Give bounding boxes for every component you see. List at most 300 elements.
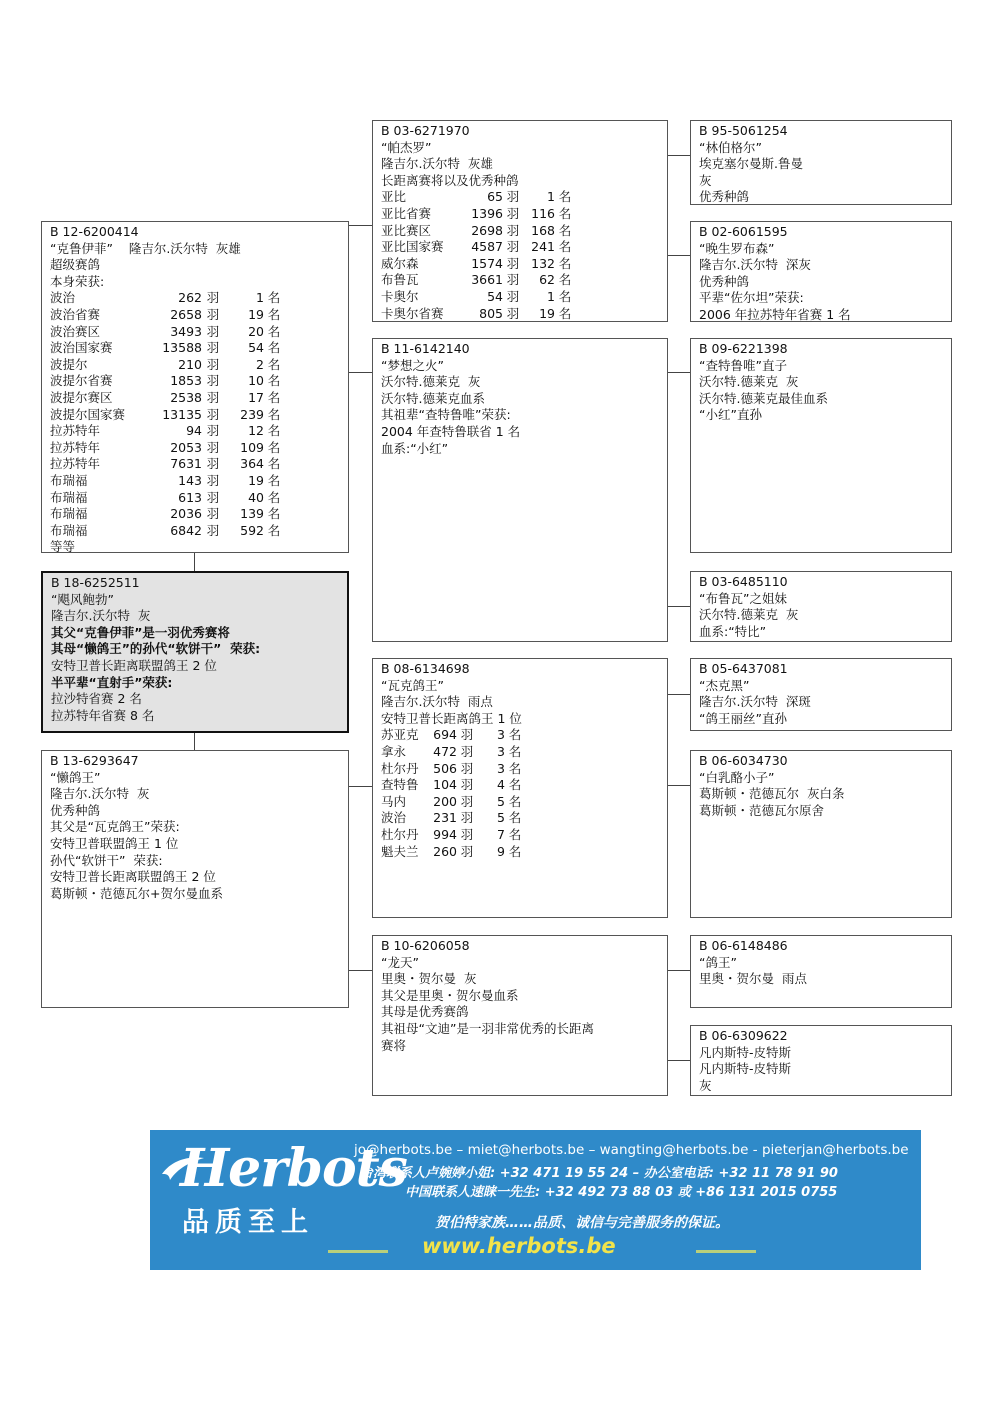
result-row bbox=[50, 307, 284, 324]
birds-count: 65 bbox=[487, 189, 503, 205]
place: 1 bbox=[547, 288, 555, 304]
race-name: 拿永 bbox=[381, 743, 407, 759]
text-line: 葛斯顿・范德瓦尔+贺尔曼血系 bbox=[50, 885, 223, 901]
text-line: 葛斯顿・范德瓦尔原舍 bbox=[699, 802, 825, 818]
text-line: 隆吉尔.沃尔特 深斑 bbox=[699, 694, 811, 710]
text-line: “梦想之火” bbox=[381, 357, 444, 373]
text-line: 隆吉尔.沃尔特 灰 bbox=[51, 608, 151, 624]
text-line: 其父是“瓦克鸽王”荣获: bbox=[50, 819, 180, 835]
race-name: 布瑞福 bbox=[50, 522, 88, 538]
connector bbox=[667, 606, 690, 607]
birds-count: 2538 bbox=[170, 389, 202, 405]
birds-count: 506 bbox=[433, 760, 457, 776]
place: 12 bbox=[248, 423, 264, 439]
connector bbox=[194, 732, 195, 750]
place: 19 bbox=[248, 306, 264, 322]
text-line: “鸽王丽丝”直孙 bbox=[699, 710, 787, 726]
sire-footer bbox=[50, 539, 340, 553]
race-name: 卡奥尔省赛 bbox=[381, 305, 444, 321]
text-line: “龙天” bbox=[381, 954, 419, 970]
unit-birds: 羽 bbox=[460, 760, 474, 776]
dam-sire-card bbox=[372, 658, 668, 918]
unit-birds: 羽 bbox=[206, 340, 220, 356]
unit-place: 名 bbox=[508, 777, 522, 793]
sire-header bbox=[50, 224, 340, 290]
text-line: 隆吉尔.沃尔特 灰 bbox=[50, 786, 150, 802]
unit-birds: 羽 bbox=[460, 793, 474, 809]
birds-count: 231 bbox=[433, 810, 457, 826]
unit-birds: 羽 bbox=[206, 306, 220, 322]
unit-birds: 羽 bbox=[460, 810, 474, 826]
text-line: 沃尔特.德莱克 灰 bbox=[699, 374, 799, 390]
sire-sire-card bbox=[372, 120, 668, 322]
unit-birds: 羽 bbox=[206, 423, 220, 439]
result-row bbox=[381, 289, 575, 306]
result-row bbox=[381, 761, 525, 778]
race-name: 布鲁瓦 bbox=[381, 272, 419, 288]
unit-birds: 羽 bbox=[206, 373, 220, 389]
unit-birds: 羽 bbox=[206, 406, 220, 422]
text-line: B 13-6293647 bbox=[50, 753, 139, 768]
result-row bbox=[381, 827, 525, 844]
place: 4 bbox=[497, 777, 505, 793]
place: 54 bbox=[248, 340, 264, 356]
unit-birds: 羽 bbox=[506, 305, 520, 321]
text-line: B 09-6221398 bbox=[699, 341, 788, 356]
race-name: 波提尔省赛 bbox=[50, 373, 113, 389]
text-line: 灰 bbox=[699, 172, 712, 188]
text-line: B 10-6206058 bbox=[381, 938, 470, 953]
place: 168 bbox=[531, 222, 555, 238]
result-row bbox=[50, 440, 284, 457]
connector bbox=[667, 970, 690, 971]
dds-lines bbox=[699, 938, 943, 988]
text-line: B 06-6309622 bbox=[699, 1028, 788, 1043]
result-row bbox=[381, 794, 525, 811]
race-name: 波提尔赛区 bbox=[50, 389, 113, 405]
unit-birds: 羽 bbox=[206, 323, 220, 339]
place: 3 bbox=[497, 743, 505, 759]
race-name: 布瑞福 bbox=[50, 506, 88, 522]
china-contact: 中国联系人速睐一先生: +32 492 73 88 03 或 +86 131 2015 0755 bbox=[405, 1185, 838, 1200]
unit-place: 名 bbox=[267, 406, 281, 422]
text-line: 沃尔特.德莱克血系 bbox=[381, 390, 485, 406]
unit-place: 名 bbox=[267, 439, 281, 455]
divider-right bbox=[696, 1250, 756, 1253]
text-line: 本身荣获: bbox=[50, 273, 105, 289]
result-row bbox=[50, 456, 284, 473]
result-row bbox=[50, 357, 284, 374]
text-line: “克鲁伊菲” 隆吉尔.沃尔特 灰雄 bbox=[50, 240, 241, 256]
unit-place: 名 bbox=[508, 760, 522, 776]
unit-place: 名 bbox=[558, 255, 572, 271]
place: 5 bbox=[497, 793, 505, 809]
race-name: 马内 bbox=[381, 793, 407, 809]
result-row bbox=[50, 290, 284, 307]
text-line: 优秀种鸽 bbox=[50, 802, 101, 818]
unit-place: 名 bbox=[267, 522, 281, 538]
text-line: B 06-6034730 bbox=[699, 753, 788, 768]
unit-place: 名 bbox=[267, 423, 281, 439]
ssd-lines bbox=[699, 224, 943, 322]
place: 592 bbox=[240, 522, 264, 538]
dam-sire-header bbox=[381, 661, 659, 727]
dam-card bbox=[41, 750, 349, 1008]
result-row bbox=[50, 324, 284, 341]
unit-place: 名 bbox=[558, 239, 572, 255]
result-row bbox=[50, 407, 284, 424]
result-row bbox=[381, 272, 575, 289]
result-row bbox=[381, 256, 575, 273]
birds-count: 200 bbox=[433, 793, 457, 809]
result-row bbox=[50, 473, 284, 490]
race-name: 威尔森 bbox=[381, 255, 419, 271]
ddd-lines bbox=[699, 1028, 943, 1094]
race-name: 杜尔丹 bbox=[381, 760, 419, 776]
unit-birds: 羽 bbox=[206, 489, 220, 505]
text-line: 2004 年查特鲁联省 1 名 bbox=[381, 423, 521, 439]
text-line: 灰 bbox=[699, 1077, 712, 1093]
birds-count: 2036 bbox=[170, 506, 202, 522]
birds-count: 694 bbox=[433, 727, 457, 743]
text-line: 其祖辈“查特鲁唯”荣获: bbox=[381, 407, 511, 423]
birds-count: 6842 bbox=[170, 522, 202, 538]
dam-sire-sire-card bbox=[690, 658, 952, 731]
unit-birds: 羽 bbox=[460, 743, 474, 759]
unit-birds: 羽 bbox=[506, 205, 520, 221]
text-line: B 03-6485110 bbox=[699, 574, 788, 589]
unit-birds: 羽 bbox=[206, 522, 220, 538]
sire-sire-results-table bbox=[381, 189, 575, 322]
birds-count: 262 bbox=[178, 290, 202, 306]
text-line: 平辈“佐尔坦”荣获: bbox=[699, 290, 804, 306]
text-line: B 05-6437081 bbox=[699, 661, 788, 676]
place: 9 bbox=[497, 843, 505, 859]
birds-count: 1853 bbox=[170, 373, 202, 389]
text-line: 血系:“小红” bbox=[381, 440, 449, 456]
race-name: 亚比赛区 bbox=[381, 222, 432, 238]
text-line: 葛斯顿・范德瓦尔 灰白条 bbox=[699, 786, 845, 802]
birds-count: 805 bbox=[479, 305, 503, 321]
herbots-banner bbox=[150, 1130, 921, 1270]
birds-count: 2658 bbox=[170, 306, 202, 322]
text-line: “帕杰罗” bbox=[381, 139, 432, 155]
text-line: 安特卫普联盟鸽王 1 位 bbox=[50, 835, 179, 851]
text-line: B 12-6200414 bbox=[50, 224, 139, 239]
birds-count: 3493 bbox=[170, 323, 202, 339]
unit-place: 名 bbox=[508, 826, 522, 842]
text-line: “林伯格尔” bbox=[699, 139, 762, 155]
place: 10 bbox=[248, 373, 264, 389]
unit-birds: 羽 bbox=[460, 843, 474, 859]
place: 116 bbox=[531, 205, 555, 221]
dam-dam-dam-card bbox=[690, 1025, 952, 1096]
connector bbox=[667, 785, 690, 786]
place: 364 bbox=[240, 456, 264, 472]
text-line: B 18-6252511 bbox=[51, 575, 140, 590]
connector bbox=[348, 970, 372, 971]
connector bbox=[667, 1060, 690, 1061]
text-line: 里奥・贺尔曼 灰 bbox=[381, 971, 477, 987]
result-row bbox=[381, 744, 525, 761]
dam-sire-results-table bbox=[381, 727, 525, 860]
text-line: 沃尔特.德莱克 灰 bbox=[699, 607, 799, 623]
birds-count: 260 bbox=[433, 843, 457, 859]
race-name: 波治 bbox=[381, 810, 407, 826]
text-line: 其父是里奥・贺尔曼血系 bbox=[381, 987, 519, 1003]
connector bbox=[667, 372, 690, 373]
unit-place: 名 bbox=[267, 323, 281, 339]
place: 40 bbox=[248, 489, 264, 505]
text-line: “瓦克鸽王” bbox=[381, 677, 444, 693]
unit-place: 名 bbox=[267, 389, 281, 405]
text-line: B 02-6061595 bbox=[699, 224, 788, 239]
unit-place: 名 bbox=[267, 373, 281, 389]
place: 1 bbox=[547, 189, 555, 205]
result-row bbox=[381, 844, 525, 861]
place: 17 bbox=[248, 389, 264, 405]
text-line: 孙代“软饼干” 荣获: bbox=[50, 852, 163, 868]
text-line: 血系:“特比” bbox=[699, 623, 767, 639]
text-line: 其祖母“文迪”是一羽非常优秀的长距离 bbox=[381, 1020, 594, 1036]
birds-count: 54 bbox=[487, 288, 503, 304]
text-line: 凡内斯特-皮特斯 bbox=[699, 1044, 792, 1060]
text-line: 安特卫普长距离联盟鸽王 2 位 bbox=[51, 657, 217, 673]
divider-left bbox=[328, 1250, 388, 1253]
birds-count: 7631 bbox=[170, 456, 202, 472]
race-name: 魁夫兰 bbox=[381, 843, 419, 859]
birds-count: 13588 bbox=[162, 340, 202, 356]
dam-dam-lines bbox=[381, 938, 659, 1054]
text-line: 隆吉尔.沃尔特 雨点 bbox=[381, 694, 493, 710]
result-row bbox=[381, 239, 575, 256]
text-line: B 08-6134698 bbox=[381, 661, 470, 676]
race-name: 亚比 bbox=[381, 189, 407, 205]
result-row bbox=[50, 390, 284, 407]
birds-count: 2053 bbox=[170, 439, 202, 455]
unit-place: 名 bbox=[267, 456, 281, 472]
unit-birds: 羽 bbox=[460, 826, 474, 842]
sdd-lines bbox=[699, 574, 943, 640]
sire-sire-dam-card bbox=[690, 221, 952, 322]
birds-count: 4587 bbox=[471, 239, 503, 255]
place: 139 bbox=[240, 506, 264, 522]
birds-count: 13135 bbox=[162, 406, 202, 422]
text-line: 安特卫普长距离鸽王 1 位 bbox=[381, 710, 522, 726]
place: 1 bbox=[256, 290, 264, 306]
dam-lines bbox=[50, 753, 340, 902]
text-line: “鸽王” bbox=[699, 954, 737, 970]
main-pigeon-lines bbox=[51, 575, 339, 724]
text-line: 其父“克鲁伊菲”是一羽优秀赛将 bbox=[51, 624, 230, 640]
unit-birds: 羽 bbox=[506, 222, 520, 238]
text-line: B 06-6148486 bbox=[699, 938, 788, 953]
place: 5 bbox=[497, 810, 505, 826]
text-line: 优秀种鸽 bbox=[699, 273, 750, 289]
result-row bbox=[50, 340, 284, 357]
sire-dam-lines bbox=[381, 341, 659, 457]
birds-count: 210 bbox=[178, 356, 202, 372]
unit-birds: 羽 bbox=[460, 727, 474, 743]
unit-place: 名 bbox=[558, 222, 572, 238]
birds-count: 994 bbox=[433, 826, 457, 842]
result-row bbox=[381, 306, 575, 322]
place: 19 bbox=[539, 305, 555, 321]
text-line: 安特卫普长距离联盟鸽王 2 位 bbox=[50, 869, 216, 885]
place: 3 bbox=[497, 760, 505, 776]
unit-birds: 羽 bbox=[206, 506, 220, 522]
race-name: 亚比省赛 bbox=[381, 205, 432, 221]
place: 7 bbox=[497, 826, 505, 842]
text-line: 其母是优秀赛鸽 bbox=[381, 1004, 469, 1020]
unit-birds: 羽 bbox=[206, 356, 220, 372]
race-name: 亚比国家赛 bbox=[381, 239, 444, 255]
text-line: B 95-5061254 bbox=[699, 123, 788, 138]
text-line: 拉沙特省赛 2 名 bbox=[51, 691, 142, 707]
race-name: 拉苏特年 bbox=[50, 439, 101, 455]
text-line: 凡内斯特-皮特斯 bbox=[699, 1061, 792, 1077]
unit-place: 名 bbox=[508, 727, 522, 743]
website-link[interactable]: www.herbots.be bbox=[422, 1234, 616, 1258]
race-name: 波提尔国家赛 bbox=[50, 406, 126, 422]
unit-birds: 羽 bbox=[206, 456, 220, 472]
unit-birds: 羽 bbox=[506, 272, 520, 288]
text-line: 隆吉尔.沃尔特 灰雄 bbox=[381, 156, 493, 172]
place: 20 bbox=[248, 323, 264, 339]
result-row bbox=[50, 423, 284, 440]
connector bbox=[667, 155, 690, 156]
unit-place: 名 bbox=[267, 506, 281, 522]
sire-results-table bbox=[50, 290, 284, 539]
sire-sire-sire-card bbox=[690, 120, 952, 205]
text-line: “杰克黑” bbox=[699, 677, 750, 693]
unit-birds: 羽 bbox=[206, 389, 220, 405]
unit-place: 名 bbox=[267, 356, 281, 372]
race-name: 波治省赛 bbox=[50, 306, 101, 322]
result-row bbox=[381, 810, 525, 827]
text-line: 其母“懒鸽王”的孙代“软饼干” 荣获: bbox=[51, 641, 261, 657]
result-row bbox=[50, 523, 284, 540]
dss-lines bbox=[699, 661, 943, 727]
unit-place: 名 bbox=[558, 205, 572, 221]
unit-place: 名 bbox=[508, 793, 522, 809]
unit-place: 名 bbox=[267, 472, 281, 488]
unit-birds: 羽 bbox=[506, 255, 520, 271]
place: 132 bbox=[531, 255, 555, 271]
result-row bbox=[50, 373, 284, 390]
unit-birds: 羽 bbox=[206, 290, 220, 306]
text-line: B 03-6271970 bbox=[381, 123, 470, 138]
text-line: 半平辈“直射手”荣获: bbox=[51, 674, 173, 690]
text-line: “白乳酪小子” bbox=[699, 769, 775, 785]
result-row bbox=[381, 727, 525, 744]
tagline: 贺伯特家族……品质、诚信与完善服务的保证。 bbox=[435, 1215, 729, 1231]
place: 109 bbox=[240, 439, 264, 455]
result-row bbox=[381, 777, 525, 794]
herbots-logo-text: Herbots bbox=[180, 1138, 407, 1199]
birds-count: 104 bbox=[433, 777, 457, 793]
text-line: 拉苏特年省赛 8 名 bbox=[51, 707, 155, 723]
unit-birds: 羽 bbox=[206, 439, 220, 455]
sire-dam-sire-card bbox=[690, 338, 952, 553]
unit-place: 名 bbox=[558, 305, 572, 321]
birds-count: 613 bbox=[178, 489, 202, 505]
dam-dam-card bbox=[372, 935, 668, 1096]
connector bbox=[194, 552, 195, 571]
main-pigeon-card bbox=[41, 571, 349, 733]
sire-dam-dam-card bbox=[690, 571, 952, 642]
race-name: 杜尔丹 bbox=[381, 826, 419, 842]
unit-place: 名 bbox=[508, 843, 522, 859]
unit-place: 名 bbox=[267, 489, 281, 505]
unit-place: 名 bbox=[508, 743, 522, 759]
birds-count: 94 bbox=[186, 423, 202, 439]
race-name: 拉苏特年 bbox=[50, 456, 101, 472]
text-line: “小红”直孙 bbox=[699, 407, 762, 423]
result-row bbox=[381, 189, 575, 206]
text-line: “查特鲁唯”直子 bbox=[699, 357, 787, 373]
race-name: 波治 bbox=[50, 290, 76, 306]
sire-card bbox=[41, 221, 349, 553]
result-row bbox=[50, 506, 284, 523]
race-name: 苏亚克 bbox=[381, 727, 419, 743]
unit-birds: 羽 bbox=[506, 288, 520, 304]
text-line: B 11-6142140 bbox=[381, 341, 470, 356]
text-line: 长距离赛将以及优秀种鸽 bbox=[381, 172, 519, 188]
unit-place: 名 bbox=[558, 272, 572, 288]
place: 241 bbox=[531, 239, 555, 255]
text-line: 超级赛鸽 bbox=[50, 257, 101, 273]
birds-count: 472 bbox=[433, 743, 457, 759]
unit-place: 名 bbox=[267, 340, 281, 356]
unit-place: 名 bbox=[267, 290, 281, 306]
sds-lines bbox=[699, 341, 943, 424]
dsd-lines bbox=[699, 753, 943, 819]
unit-place: 名 bbox=[267, 306, 281, 322]
birds-count: 3661 bbox=[471, 272, 503, 288]
text-line: 赛将 bbox=[381, 1037, 407, 1053]
text-line: 埃克塞尔曼斯.鲁曼 bbox=[699, 156, 803, 172]
race-name: 查特鲁 bbox=[381, 777, 419, 793]
text-line: “懒鸽王” bbox=[50, 769, 101, 785]
birds-count: 1396 bbox=[471, 205, 503, 221]
place: 239 bbox=[240, 406, 264, 422]
race-name: 布瑞福 bbox=[50, 472, 88, 488]
connector bbox=[348, 786, 372, 787]
connector bbox=[667, 255, 690, 256]
birds-count: 143 bbox=[178, 472, 202, 488]
text-line: “飓风鲍勃” bbox=[51, 591, 114, 607]
result-row bbox=[381, 223, 575, 240]
result-row bbox=[381, 206, 575, 223]
taiwan-contact: 台湾联系人卢婉婷小姐: +32 471 19 55 24 – 办公室电话: +32 11 78 91 90 bbox=[360, 1166, 838, 1181]
text-line: 里奥・贺尔曼 雨点 bbox=[699, 971, 807, 987]
connector bbox=[667, 694, 690, 695]
unit-birds: 羽 bbox=[206, 472, 220, 488]
sire-sire-header bbox=[381, 123, 659, 189]
race-name: 卡奥尔 bbox=[381, 288, 419, 304]
unit-birds: 羽 bbox=[506, 239, 520, 255]
race-name: 布瑞福 bbox=[50, 489, 88, 505]
text-line: 2006 年拉苏特年省赛 1 名 bbox=[699, 306, 851, 322]
text-line: 优秀种鸽 bbox=[699, 189, 750, 205]
contact-emails[interactable]: jo@herbots.be – miet@herbots.be – wangting@herbots.be - pieterjan@herbots.be bbox=[354, 1142, 909, 1158]
sss-lines bbox=[699, 123, 943, 205]
text-line: “布鲁瓦”之姐妹 bbox=[699, 590, 787, 606]
unit-place: 名 bbox=[508, 810, 522, 826]
text-line: 等等 bbox=[50, 539, 76, 553]
text-line: “晚生罗布森” bbox=[699, 240, 775, 256]
